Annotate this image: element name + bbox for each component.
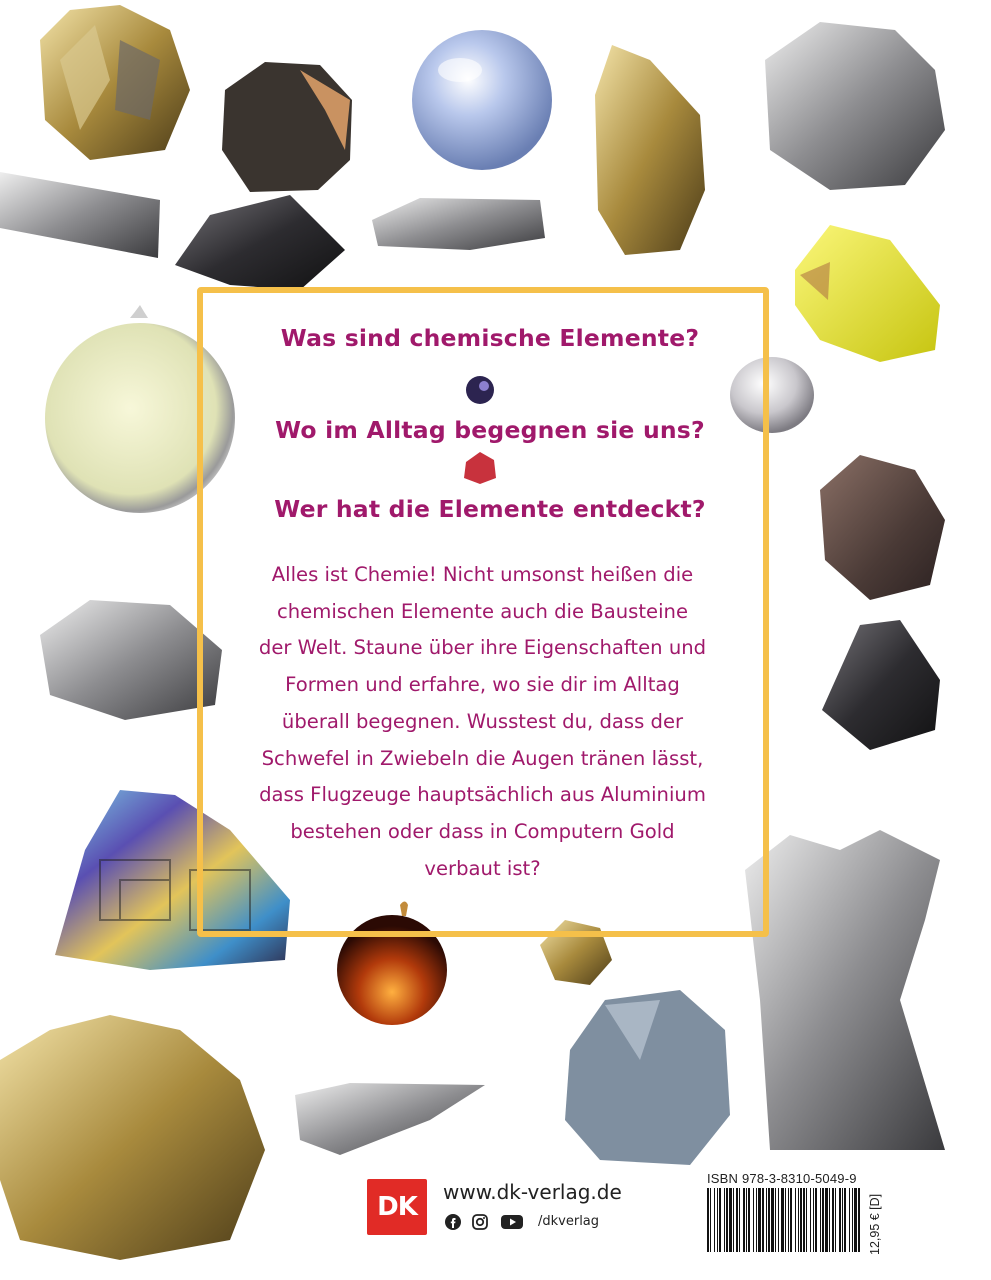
- description-line: verbaut ist?: [424, 856, 541, 880]
- barcode-bar: [832, 1188, 834, 1252]
- barcode-bar: [788, 1188, 789, 1252]
- barcode-bar: [771, 1188, 774, 1252]
- barcode-bar: [790, 1188, 792, 1252]
- barcode-bar: [710, 1188, 711, 1252]
- question-3: Wer hat die Elemente entdeckt?: [274, 495, 706, 523]
- barcode-bar: [835, 1188, 836, 1252]
- barcode-bar: [842, 1188, 843, 1252]
- barcode-bar: [785, 1188, 786, 1252]
- barcode-bar: [778, 1188, 779, 1252]
- isbn-barcode: [707, 1188, 861, 1252]
- social-handle: /dkverlag: [538, 1214, 600, 1229]
- barcode-bar: [822, 1188, 824, 1252]
- barcode-bar: [825, 1188, 828, 1252]
- barcode-bar: [729, 1188, 732, 1252]
- barcode-bar: [758, 1188, 761, 1252]
- barcode-bar: [800, 1188, 802, 1252]
- barcode-bar: [719, 1188, 721, 1252]
- barcode-bar: [775, 1188, 776, 1252]
- barcode-bar: [815, 1188, 817, 1252]
- barcode-bar: [858, 1188, 860, 1252]
- barcode-bar: [852, 1188, 853, 1252]
- barcode-bar: [717, 1188, 718, 1252]
- description-line: überall begegnen. Wusstest du, dass der: [281, 709, 684, 733]
- barcode-bar: [813, 1188, 814, 1252]
- isbn-label: ISBN 978-3-8310-5049-9: [707, 1171, 857, 1186]
- barcode-bar: [756, 1188, 757, 1252]
- barcode-bar: [798, 1188, 799, 1252]
- question-1: Was sind chemische Elemente?: [280, 324, 700, 352]
- description-line: der Welt. Staune über ihre Eigenschaften und: [258, 636, 707, 660]
- barcode-bar: [844, 1188, 846, 1252]
- barcode-bar: [743, 1188, 745, 1252]
- youtube-icon[interactable]: [501, 1214, 523, 1230]
- barcode-bar: [854, 1188, 857, 1252]
- barcode-bar: [806, 1188, 807, 1252]
- barcode-bar: [739, 1188, 740, 1252]
- publisher-website[interactable]: www.dk-verlag.de: [443, 1180, 622, 1204]
- barcode-bar: [714, 1188, 715, 1252]
- description-line: Schwefel in Zwiebeln die Augen tränen lässt,: [261, 746, 704, 770]
- barcode-bar: [762, 1188, 764, 1252]
- facebook-icon[interactable]: [445, 1214, 461, 1230]
- price-label: 12,95 € [D]: [868, 1193, 882, 1255]
- question-2: Wo im Alltag begegnen sie uns?: [275, 416, 705, 444]
- description-line: Formen und erfahre, wo sie dir im Alltag: [285, 673, 680, 697]
- barcode-bar: [820, 1188, 821, 1252]
- description-text: [225, 557, 740, 887]
- description-line: dass Flugzeuge hauptsächlich aus Aluminium: [259, 783, 706, 807]
- barcode-bar: [781, 1188, 784, 1252]
- barcode-bar: [733, 1188, 734, 1252]
- barcode-bar: [753, 1188, 754, 1252]
- barcode-bar: [803, 1188, 805, 1252]
- instagram-icon[interactable]: [472, 1214, 488, 1230]
- barcode-bar: [810, 1188, 811, 1252]
- barcode-bar: [768, 1188, 770, 1252]
- barcode-bar: [766, 1188, 767, 1252]
- barcode-bar: [736, 1188, 738, 1252]
- description-line: chemischen Elemente auch die Bausteine: [276, 599, 689, 623]
- barcode-bar: [795, 1188, 796, 1252]
- description-line: Alles ist Chemie! Nicht umsonst heißen die: [271, 563, 694, 586]
- barcode-bar: [849, 1188, 850, 1252]
- dk-logo: DK: [367, 1179, 427, 1235]
- barcode-bar: [707, 1188, 709, 1252]
- barcode-bar: [726, 1188, 728, 1252]
- barcode-bar: [839, 1188, 841, 1252]
- barcode-bar: [724, 1188, 725, 1252]
- barcode-bar: [829, 1188, 830, 1252]
- barcode-bar: [748, 1188, 750, 1252]
- description-line: bestehen oder dass in Computern Gold: [290, 819, 675, 843]
- barcode-bar: [746, 1188, 747, 1252]
